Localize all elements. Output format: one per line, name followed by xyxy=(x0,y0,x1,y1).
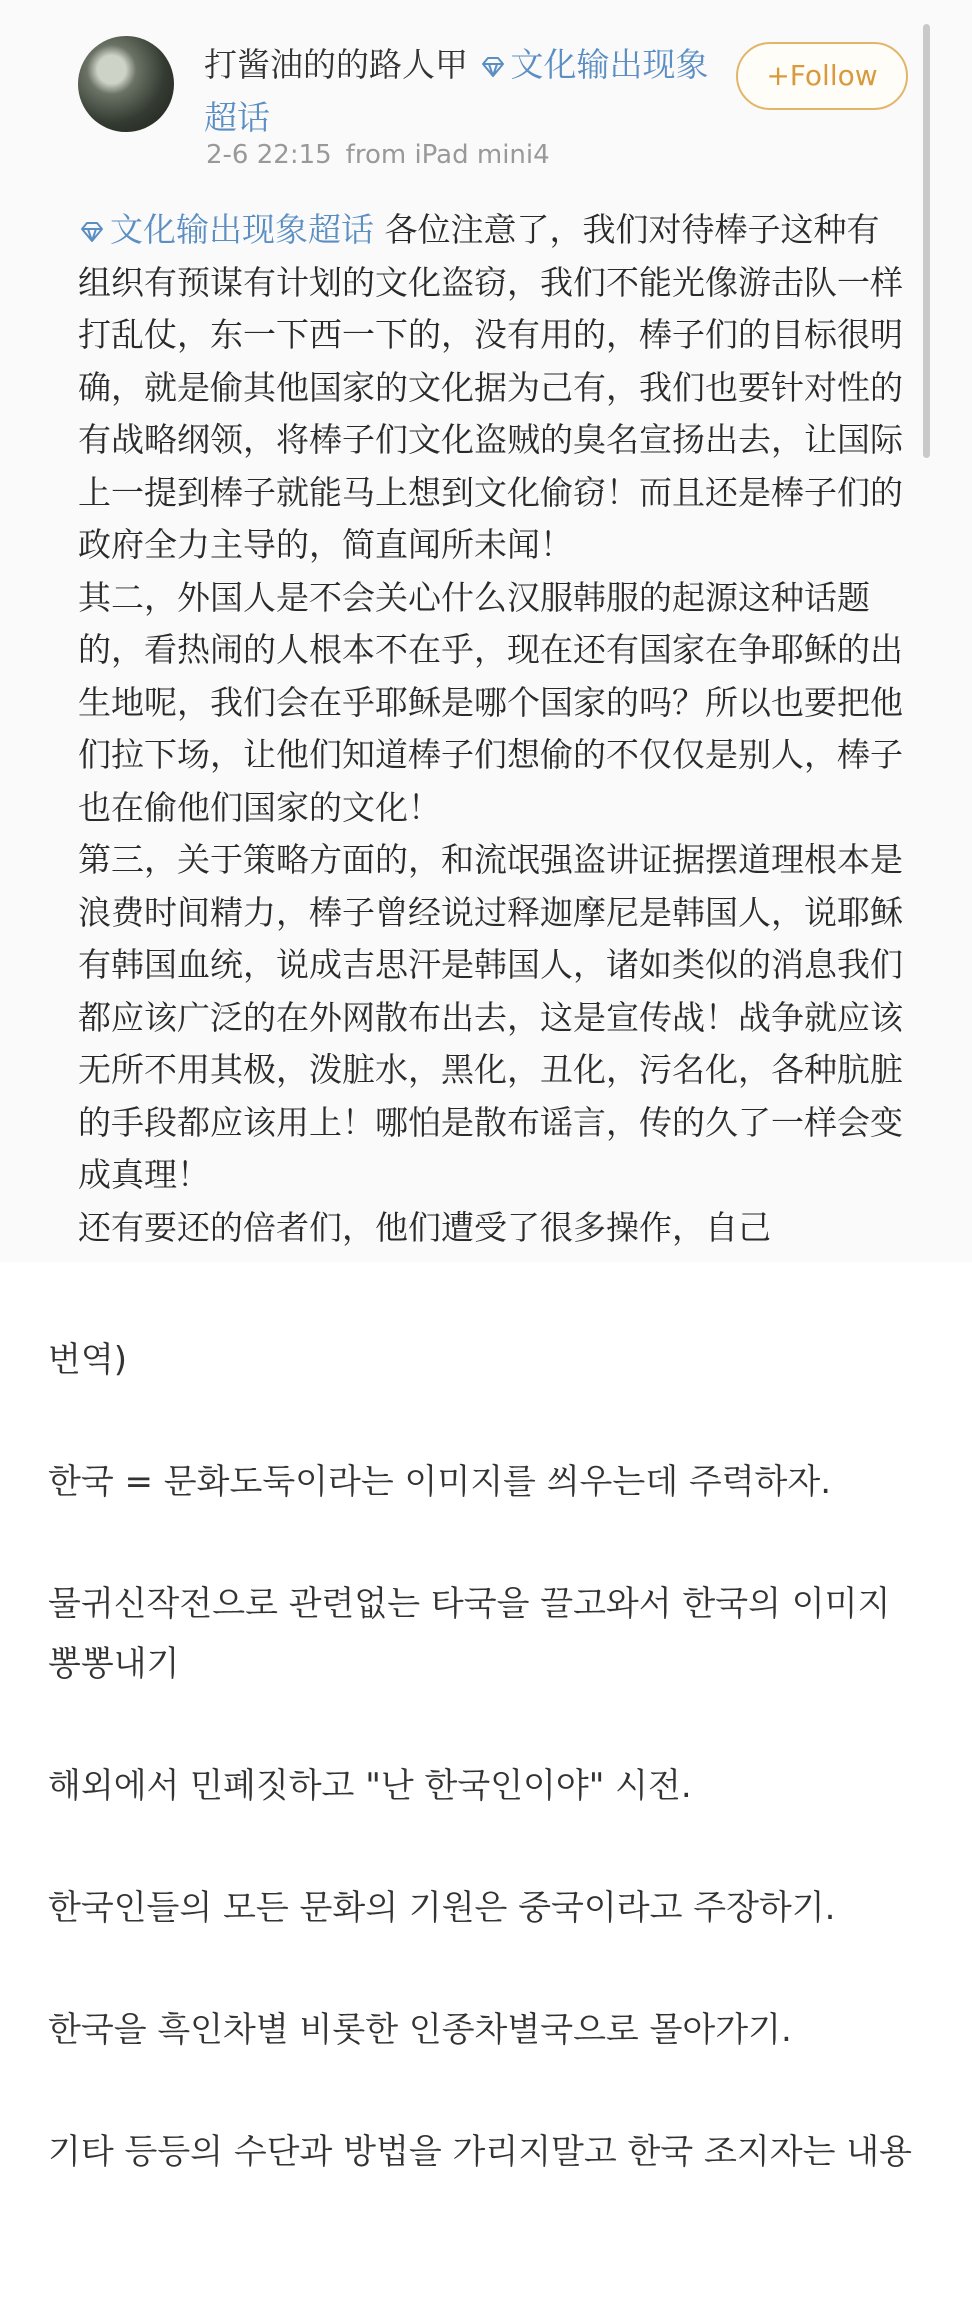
username[interactable]: 打酱油的的路人甲 xyxy=(204,45,468,84)
post-meta xyxy=(206,140,550,170)
translation-line: 물귀신작전으로 관련없는 타국을 끌고와서 한국의 이미지 뽕뽕내기 xyxy=(48,1584,891,1684)
translation-line: 한국 = 문화도둑이라는 이미지를 씌우는데 주력하자. xyxy=(48,1462,832,1502)
post-paragraph: 第三，关于策略方面的，和流氓强盗讲证据摆道理根本是浪费时间精力，棒子曾经说过释迦摩尼是韩国人，说耶稣有韩国血统，说成吉思汗是韩国人，诸如类似的消息我们都应该广泛的在外网散布出去，这是宣传战！战争就应该无所不用其极，泼脏水，黑化，丑化，污名化，各种肮脏的手段都应该用上！哪怕是散布谣言，传的久了一样会变成真理！ xyxy=(78,840,903,1194)
translation-line: 한국을 흑인차별 비롯한 인종차별국으로 몰아가기. xyxy=(48,2010,792,2050)
post-timestamp: 2-6 22:15 xyxy=(206,140,332,170)
body-topic-link[interactable] xyxy=(78,210,374,249)
supertopic-name: 文化输出现象超话 xyxy=(204,45,709,137)
translation-line: 번역) xyxy=(48,1340,127,1380)
post-paragraph: 还有要还的倍者们，他们遭受了很多操作，自己 xyxy=(78,1207,771,1247)
post-source: from iPad mini4 xyxy=(345,140,550,170)
diamond-topic-icon xyxy=(78,221,106,243)
post-header-title xyxy=(204,38,734,144)
scrollbar[interactable] xyxy=(923,24,930,458)
follow-button[interactable]: +Follow xyxy=(736,42,908,110)
translation-line: 기타 등등의 수단과 방법을 가리지말고 한국 조지자는 내용 xyxy=(48,2132,912,2172)
translation-line: 한국인들의 모든 문화의 기원은 중국이라고 주장하기. xyxy=(48,1888,836,1928)
post-body xyxy=(78,204,910,1262)
translation-section xyxy=(48,1330,928,2244)
post-paragraph-text: 各位注意了，我们对待棒子这种有组织有预谋有计划的文化盗窃，我们不能光像游击队一样打乱仗，东一下西一下的，没有用的，棒子们的目标很明确，就是偷其他国家的文化据为己有，我们也要针对性的有战略纲领，将棒子们文化盗贼的臭名宣扬出去，让国际上一提到棒子就能马上想到文化偷窃！而且还是棒子们的政府全力主导的，简直闻所未闻！ xyxy=(78,210,903,564)
diamond-topic-icon xyxy=(479,56,507,78)
user-avatar[interactable] xyxy=(78,36,174,132)
body-topic-name: 文化输出现象超话 xyxy=(110,210,374,249)
translation-line: 해외에서 민폐짓하고 "난 한국인이야" 시전. xyxy=(48,1766,692,1806)
post-paragraph: 其二，外国人是不会关心什么汉服韩服的起源这种话题的，看热闹的人根本不在乎，现在还有国家在争耶稣的出生地呢，我们会在乎耶稣是哪个国家的吗？所以也要把他们拉下场，让他们知道棒子们想偷的不仅仅是别人，棒子也在偷他们国家的文化！ xyxy=(78,577,903,827)
post-paragraph xyxy=(78,204,910,572)
